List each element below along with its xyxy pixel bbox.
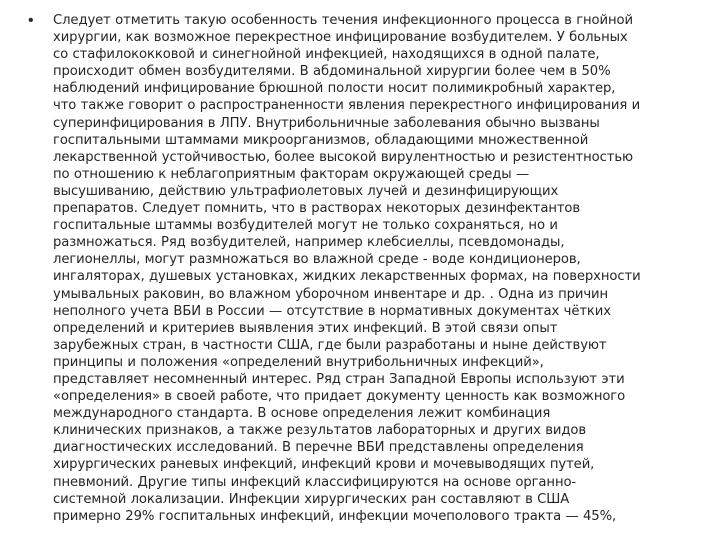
paragraph-line: наблюдений инфицирование брюшной полости носит полимикробный характер,	[53, 81, 616, 97]
paragraph-line: высушиванию, действию ультрафиолетовых лучей и дезинфицирующих	[53, 183, 559, 199]
paragraph-line: хирургии, как возможное перекрестное инфицирование возбудителем. У больных	[53, 30, 628, 46]
paragraph-line: представляет несомненный интерес. Ряд стран Западной Европы используют эти	[53, 371, 625, 387]
paragraph-line: госпитальные штаммы возбудителей могут не только сохраняться, но и	[53, 218, 558, 234]
paragraph-text	[53, 12, 718, 525]
paragraph-line: Следует отметить такую особенность течения инфекционного процесса в гнойной	[53, 13, 633, 28]
paragraph-line: «определения» в своей работе, что придает документу ценность как возможного	[53, 389, 626, 405]
paragraph-line: что также говорит о распространенности явления перекрестного инфицирования и	[53, 98, 641, 114]
paragraph-line: определений и критериев выявления этих инфекций. В этой связи опыт	[53, 320, 558, 336]
paragraph-line: международного стандарта. В основе определения лежит комбинация	[53, 406, 551, 422]
paragraph-line: легионеллы, могут размножаться во влажной среде - воде кондиционеров,	[53, 252, 581, 268]
paragraph-line: происходит обмен возбудителями. В абдоминальной хирургии более чем в 50%	[53, 64, 611, 80]
paragraph-line: диагностических исследований. В перечне ВБИ представлены определения	[53, 440, 584, 456]
paragraph-line: примерно 29% госпитальных инфекций, инфекции мочеполового тракта — 45%,	[53, 508, 617, 524]
paragraph-line: зарубежных стран, в частности США, где были разработаны и ныне действуют	[53, 337, 607, 353]
paragraph-line: суперинфицирования в ЛПУ. Внутрибольничные заболевания обычно вызваны	[53, 115, 600, 131]
paragraph-line: госпитальными штаммами микроорганизмов, обладающими множественной	[53, 132, 589, 148]
paragraph-line: системной локализации. Инфекции хирургических ран составляют в США	[53, 491, 570, 507]
paragraph-line: лекарственной устойчивостью, более высокой вирулентностью и резистентностью	[53, 149, 633, 165]
paragraph-line: хирургических раневых инфекций, инфекций крови и мочевыводящих путей,	[53, 457, 595, 473]
paragraph-line: со стафилококковой и синегнойной инфекцией, находящихся в одной палате,	[53, 47, 600, 63]
bullet-icon: •	[28, 12, 34, 29]
paragraph-line: по отношению к неблагоприятным факторам окружающей среды —	[53, 166, 530, 182]
paragraph-line: размножаться. Ряд возбудителей, например клебсиеллы, псевдомонады,	[53, 235, 565, 251]
paragraph-line: клинических признаков, а также результатов лабораторных и других видов	[53, 423, 587, 439]
paragraph-line: препаратов. Следует помнить, что в растворах некоторых дезинфектантов	[53, 201, 581, 217]
paragraph-line: неполного учета ВБИ в России — отсутствие в нормативных документах чётких	[53, 303, 611, 319]
paragraph-line: умывальных раковин, во влажном уборочном инвентаре и др. . Одна из причин	[53, 286, 609, 302]
paragraph-line: ингаляторах, душевых установках, жидких лекарственных формах, на поверхности	[53, 269, 641, 285]
paragraph-line: пневмоний. Другие типы инфекций классифицируются на основе органно-	[53, 474, 577, 490]
paragraph-line: принципы и положения «определений внутрибольничных инфекций»,	[53, 354, 544, 370]
